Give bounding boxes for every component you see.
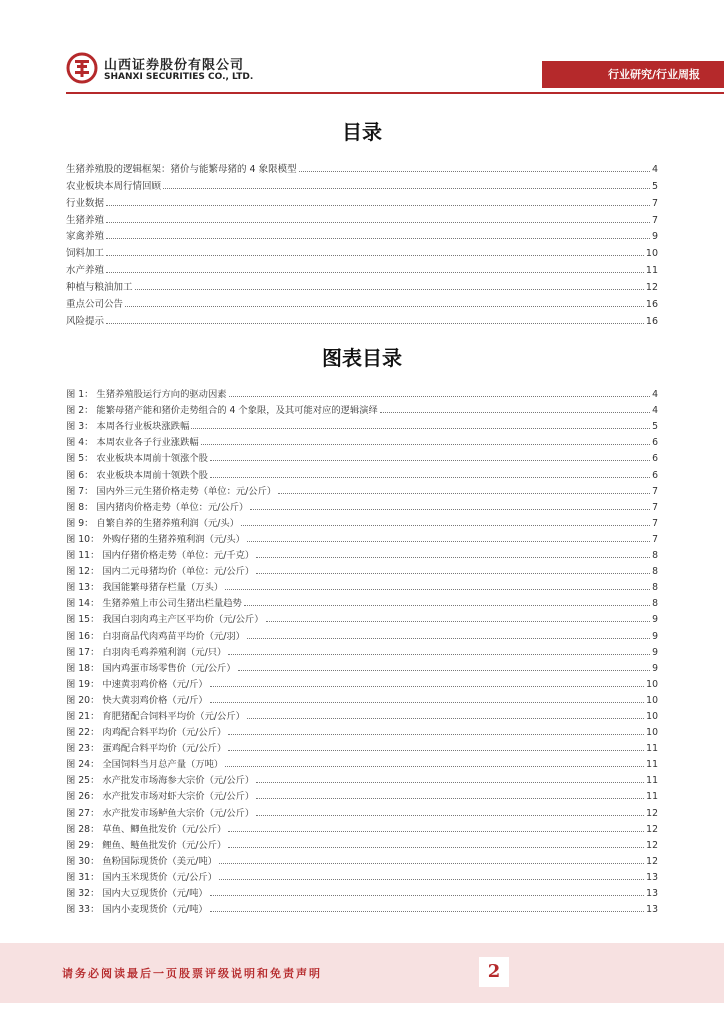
dot-leader	[135, 289, 644, 290]
figure-entry[interactable]	[66, 464, 658, 480]
dot-leader	[228, 831, 644, 832]
figure-entry[interactable]	[66, 497, 658, 513]
figure-entry-page: 8	[652, 598, 658, 610]
figure-entry[interactable]	[66, 529, 658, 545]
dot-leader	[225, 589, 650, 590]
figure-entry-page: 8	[652, 566, 658, 578]
toc-entry-page: 16	[645, 315, 658, 327]
figure-entry-text: 图 4： 本周农业各子行业涨跌幅	[66, 437, 199, 449]
figure-entry-page: 9	[652, 630, 658, 642]
toc-entry-text: 风险提示	[66, 315, 105, 327]
header-divider	[66, 92, 724, 94]
figure-entry-text: 图 5： 农业板块本周前十领涨个股	[66, 453, 208, 465]
figure-entry[interactable]	[66, 738, 658, 754]
dot-leader	[256, 782, 644, 783]
figure-entry-text: 图 3： 本周各行业板块涨跌幅	[66, 421, 190, 433]
figure-entry[interactable]	[66, 883, 658, 899]
figure-entry-page: 7	[652, 485, 658, 497]
toc-entry-page: 11	[645, 265, 658, 277]
figure-entry-page: 10	[646, 678, 658, 690]
figure-entry-page: 11	[646, 775, 658, 787]
page-footer	[0, 943, 724, 1003]
figure-entry-text: 图 30： 鱼粉国际现货价（美元/吨）	[66, 855, 218, 867]
figure-entry-page: 8	[652, 550, 658, 562]
dot-leader	[299, 171, 650, 172]
toc-entry-text: 农业板块本周行情回顾	[66, 180, 162, 192]
figure-entry-page: 7	[652, 517, 658, 529]
figure-entry[interactable]	[66, 625, 658, 641]
toc-entry[interactable]	[66, 293, 658, 310]
dot-leader	[228, 654, 650, 655]
figure-entry-page: 13	[646, 871, 658, 883]
toc-entry[interactable]	[66, 310, 658, 327]
toc-entry-text: 饲料加工	[66, 248, 105, 260]
toc-entry-text: 种植与粮油加工	[66, 282, 133, 294]
figure-entry[interactable]	[66, 658, 658, 674]
figure-entry-page: 9	[652, 646, 658, 658]
figure-entry-text: 图 11： 国内仔猪价格走势（单位：元/千克）	[66, 550, 255, 562]
figure-entry-page: 13	[646, 888, 658, 899]
figure-entry[interactable]	[66, 400, 658, 416]
figure-entry-text: 图 24： 全国饲料当月总产量（万吨）	[66, 759, 224, 771]
figure-entry[interactable]	[66, 609, 658, 625]
toc-entry-page: 12	[645, 282, 658, 294]
report-type-tag: 行业研究/行业周报	[542, 61, 724, 88]
figure-entry-page: 9	[652, 614, 658, 626]
figure-entry-text: 图 26： 水产批发市场对虾大宗价（元/公斤）	[66, 791, 255, 803]
figure-entry-page: 12	[646, 807, 658, 819]
figure-entry[interactable]	[66, 674, 658, 690]
figure-entry-text: 图 14： 生猪养殖上市公司生猪出栏量趋势	[66, 598, 242, 610]
figure-entry-text: 图 23： 蛋鸡配合料平均价（元/公斤）	[66, 743, 227, 755]
disclaimer-text: 请务必阅读最后一页股票评级说明和免责声明	[62, 967, 322, 980]
toc-entry-page: 4	[651, 163, 658, 175]
dot-leader	[247, 718, 644, 719]
toc-entry-text: 重点公司公告	[66, 299, 124, 311]
figure-entry-text: 图 31： 国内玉米现货价（元/公斤）	[66, 871, 218, 883]
figure-entry-text: 图 7： 国内外三元生猪价格走势（单位：元/公斤）	[66, 485, 277, 497]
figure-entry-text: 图 22： 肉鸡配合料平均价（元/公斤）	[66, 727, 227, 739]
figure-entry-text: 图 16： 白羽商品代肉鸡苗平均价（元/羽）	[66, 630, 245, 642]
figure-entry-text: 图 33： 国内小麦现货价（元/吨）	[66, 904, 208, 916]
dot-leader	[228, 847, 644, 848]
figure-entry[interactable]	[66, 867, 658, 883]
toc-entry-text: 生猪养殖股的逻辑框架：猪价与能繁母猪的 4 象限模型	[66, 163, 297, 175]
figure-entry-page: 6	[652, 437, 658, 449]
figure-entry-text: 图 13： 我国能繁母猪存栏量（万头）	[66, 582, 224, 594]
figure-entry-page: 10	[646, 710, 658, 722]
figure-entry[interactable]	[66, 722, 658, 738]
figure-entry[interactable]	[66, 416, 658, 432]
figure-entry-text: 图 6： 农业板块本周前十领跌个股	[66, 469, 208, 481]
figure-entry[interactable]	[66, 899, 658, 915]
toc-entry[interactable]	[66, 259, 658, 276]
company-logo-icon	[66, 52, 98, 84]
toc-entry[interactable]	[66, 192, 658, 209]
figure-entry-page: 6	[652, 453, 658, 465]
company-name-en: SHANXI SECURITIES CO., LTD.	[104, 72, 254, 82]
figure-entry[interactable]	[66, 545, 658, 561]
figure-entry[interactable]	[66, 851, 658, 867]
figure-entry-text: 图 28： 草鱼、鲫鱼批发价（元/公斤）	[66, 823, 227, 835]
toc-entry-page: 16	[645, 299, 658, 311]
figure-entry-text: 图 21： 育肥猪配合饲料平均价（元/公斤）	[66, 710, 245, 722]
toc-entry-page: 7	[651, 214, 658, 226]
table-of-contents	[66, 158, 658, 327]
toc-entry-text: 水产养殖	[66, 265, 105, 277]
figure-entry[interactable]	[66, 835, 658, 851]
figure-entry-page: 7	[652, 533, 658, 545]
toc-entry-text: 行业数据	[66, 197, 105, 209]
dot-leader	[201, 444, 650, 445]
figure-entry-page: 11	[646, 743, 658, 755]
figure-entry[interactable]	[66, 770, 658, 786]
dot-leader	[191, 428, 650, 429]
dot-leader	[380, 412, 650, 413]
figure-entry-text: 图 18： 国内鸡蛋市场零售价（元/公斤）	[66, 662, 236, 674]
dot-leader	[225, 766, 644, 767]
dot-leader	[106, 205, 650, 206]
dot-leader	[210, 477, 650, 478]
toc-entry[interactable]	[66, 158, 658, 175]
figure-entry[interactable]	[66, 432, 658, 448]
figure-toc-title: 图表目录	[322, 346, 402, 370]
figure-entry-text: 图 9： 自繁自养的生猪养殖利润（元/头）	[66, 517, 240, 529]
toc-entry[interactable]	[66, 276, 658, 293]
dot-leader	[229, 396, 651, 397]
dot-leader	[266, 621, 651, 622]
figure-entry-page: 12	[646, 823, 658, 835]
toc-entry-page: 10	[645, 248, 658, 260]
dot-leader	[106, 272, 644, 273]
figure-entry-page: 5	[652, 421, 658, 433]
figure-entry-page: 10	[646, 694, 658, 706]
figure-table-of-contents	[66, 384, 658, 915]
dot-leader	[256, 573, 650, 574]
dot-leader	[210, 895, 644, 896]
dot-leader	[210, 460, 650, 461]
dot-leader	[244, 605, 650, 606]
figure-entry-text: 图 2： 能繁母猪产能和猪价走势组合的 4 个象限，及其可能对应的逻辑演绎	[66, 405, 378, 417]
toc-entry-page: 5	[651, 180, 658, 192]
figure-entry-text: 图 32： 国内大豆现货价（元/吨）	[66, 888, 208, 899]
figure-entry[interactable]	[66, 786, 658, 802]
toc-entry[interactable]	[66, 226, 658, 243]
figure-entry-text: 图 25： 水产批发市场海参大宗价（元/公斤）	[66, 775, 255, 787]
company-name-cn: 山西证券股份有限公司	[104, 58, 245, 73]
dot-leader	[278, 493, 650, 494]
dot-leader	[219, 863, 644, 864]
dot-leader	[125, 306, 644, 307]
figure-entry-page: 7	[652, 501, 658, 513]
figure-entry-page: 4	[652, 389, 658, 401]
dot-leader	[106, 238, 650, 239]
dot-leader	[256, 798, 644, 799]
dot-leader	[163, 188, 650, 189]
dot-leader	[106, 222, 650, 223]
toc-entry-page: 9	[651, 231, 658, 243]
figure-entry[interactable]	[66, 642, 658, 658]
figure-entry[interactable]	[66, 384, 658, 400]
figure-entry[interactable]	[66, 819, 658, 835]
figure-entry[interactable]	[66, 754, 658, 770]
figure-entry-text: 图 10： 外购仔猪的生猪养殖利润（元/头）	[66, 533, 245, 545]
dot-leader	[250, 509, 650, 510]
figure-entry[interactable]	[66, 561, 658, 577]
toc-title: 目录	[342, 120, 382, 144]
dot-leader	[241, 525, 650, 526]
figure-entry-page: 8	[652, 582, 658, 594]
figure-entry-page: 9	[652, 662, 658, 674]
figure-entry-page: 12	[646, 839, 658, 851]
figure-entry-page: 6	[652, 469, 658, 481]
figure-entry-page: 10	[646, 727, 658, 739]
figure-entry-text: 图 8： 国内猪肉价格走势（单位：元/公斤）	[66, 501, 249, 513]
figure-entry[interactable]	[66, 593, 658, 609]
figure-entry-text: 图 17： 白羽肉毛鸡养殖利润（元/只）	[66, 646, 227, 658]
figure-entry-page: 4	[652, 405, 658, 417]
dot-leader	[228, 750, 644, 751]
figure-entry-page: 11	[646, 791, 658, 803]
dot-leader	[106, 255, 644, 256]
toc-entry[interactable]	[66, 209, 658, 226]
figure-entry-page: 11	[646, 759, 658, 771]
toc-entry-text: 家禽养殖	[66, 231, 105, 243]
figure-entry-page: 13	[646, 904, 658, 916]
page-number: 2	[479, 957, 509, 987]
toc-entry[interactable]	[66, 175, 658, 192]
toc-entry-page: 7	[651, 197, 658, 209]
toc-entry[interactable]	[66, 242, 658, 259]
figure-entry-text: 图 27： 水产批发市场鲈鱼大宗价（元/公斤）	[66, 807, 255, 819]
figure-entry-text: 图 12： 国内二元母猪均价（单位：元/公斤）	[66, 566, 255, 578]
figure-entry[interactable]	[66, 706, 658, 722]
dot-leader	[228, 734, 644, 735]
dot-leader	[210, 911, 644, 912]
dot-leader	[238, 670, 650, 671]
dot-leader	[219, 879, 644, 880]
figure-entry[interactable]	[66, 481, 658, 497]
dot-leader	[256, 557, 650, 558]
dot-leader	[247, 638, 650, 639]
figure-entry[interactable]	[66, 577, 658, 593]
toc-entry-text: 生猪养殖	[66, 214, 105, 226]
figure-entry-text: 图 20： 快大黄羽鸡价格（元/斤）	[66, 694, 208, 706]
dot-leader	[256, 815, 644, 816]
figure-entry[interactable]	[66, 690, 658, 706]
figure-entry[interactable]	[66, 802, 658, 818]
dot-leader	[210, 686, 644, 687]
dot-leader	[210, 702, 644, 703]
figure-entry-text: 图 29： 鲤鱼、鲢鱼批发价（元/公斤）	[66, 839, 227, 851]
dot-leader	[247, 541, 650, 542]
figure-entry-text: 图 19： 中速黄羽鸡价格（元/斤）	[66, 678, 208, 690]
figure-entry-text: 图 1： 生猪养殖股运行方向的驱动因素	[66, 389, 227, 401]
figure-entry-page: 12	[646, 855, 658, 867]
page-header	[0, 0, 724, 108]
figure-entry-text: 图 15： 我国白羽肉鸡主产区平均价（元/公斤）	[66, 614, 264, 626]
figure-entry[interactable]	[66, 448, 658, 464]
figure-entry[interactable]	[66, 513, 658, 529]
dot-leader	[106, 323, 644, 324]
